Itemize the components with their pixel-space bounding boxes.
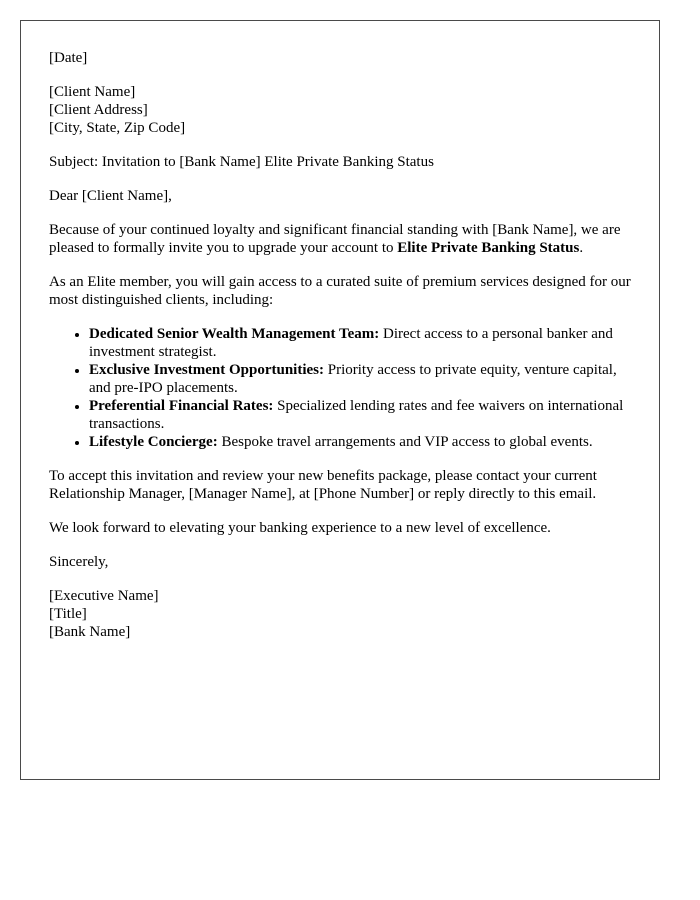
paragraph-invitation-end: .	[579, 240, 584, 256]
benefit-description: Bespoke travel arrangements and VIP access to global events.	[217, 434, 593, 450]
recipient-name: [Client Name]	[49, 84, 136, 100]
recipient-block	[49, 83, 631, 137]
recipient-city-state-zip: [City, State, Zip Code]	[49, 120, 186, 136]
benefit-item	[89, 325, 631, 361]
letter	[20, 20, 660, 780]
letter-salutation: Dear [Client Name],	[49, 188, 172, 204]
paragraph-accept: To accept this invitation and review your new benefits package, please contact your current Relationship Manager, [Manager Name], at [Phone Number] or reply directly to this email.	[49, 468, 597, 502]
benefit-description: Priority access to private equity, venture capital, and pre-IPO placements.	[89, 362, 617, 396]
letter-closing: Sincerely,	[49, 554, 109, 570]
paragraph-invitation-text: Because of your continued loyalty and significant financial standing with [Bank Name], we are pleased to formally invite you to upgrade your account to	[49, 222, 621, 256]
paragraph-invitation	[49, 221, 631, 257]
signature-name: [Executive Name]	[49, 588, 159, 604]
letter-subject: Subject: Invitation to [Bank Name] Elite Private Banking Status	[49, 154, 434, 170]
benefits-list	[49, 325, 631, 451]
letter-date: [Date]	[49, 50, 88, 66]
benefit-title: Dedicated Senior Wealth Management Team:	[89, 326, 380, 342]
benefit-title: Preferential Financial Rates:	[89, 398, 274, 414]
benefit-item	[89, 397, 631, 433]
benefit-title: Lifestyle Concierge:	[89, 434, 218, 450]
signature-bank: [Bank Name]	[49, 624, 131, 640]
benefit-item	[89, 361, 631, 397]
benefit-description: Direct access to a personal banker and investment strategist.	[89, 326, 613, 360]
signature-block	[49, 587, 631, 641]
benefit-item	[89, 433, 631, 451]
paragraph-look-forward: We look forward to elevating your banking experience to a new level of excellence.	[49, 520, 551, 536]
benefit-title: Exclusive Investment Opportunities:	[89, 362, 325, 378]
paragraph-elite-member: As an Elite member, you will gain access to a curated suite of premium services designed for our most distinguished clients, including:	[49, 274, 631, 308]
signature-title: [Title]	[49, 606, 87, 622]
benefit-description: Specialized lending rates and fee waivers on international transactions.	[89, 398, 624, 432]
paragraph-invitation-bold: Elite Private Banking Status	[397, 240, 580, 256]
recipient-address: [Client Address]	[49, 102, 148, 118]
